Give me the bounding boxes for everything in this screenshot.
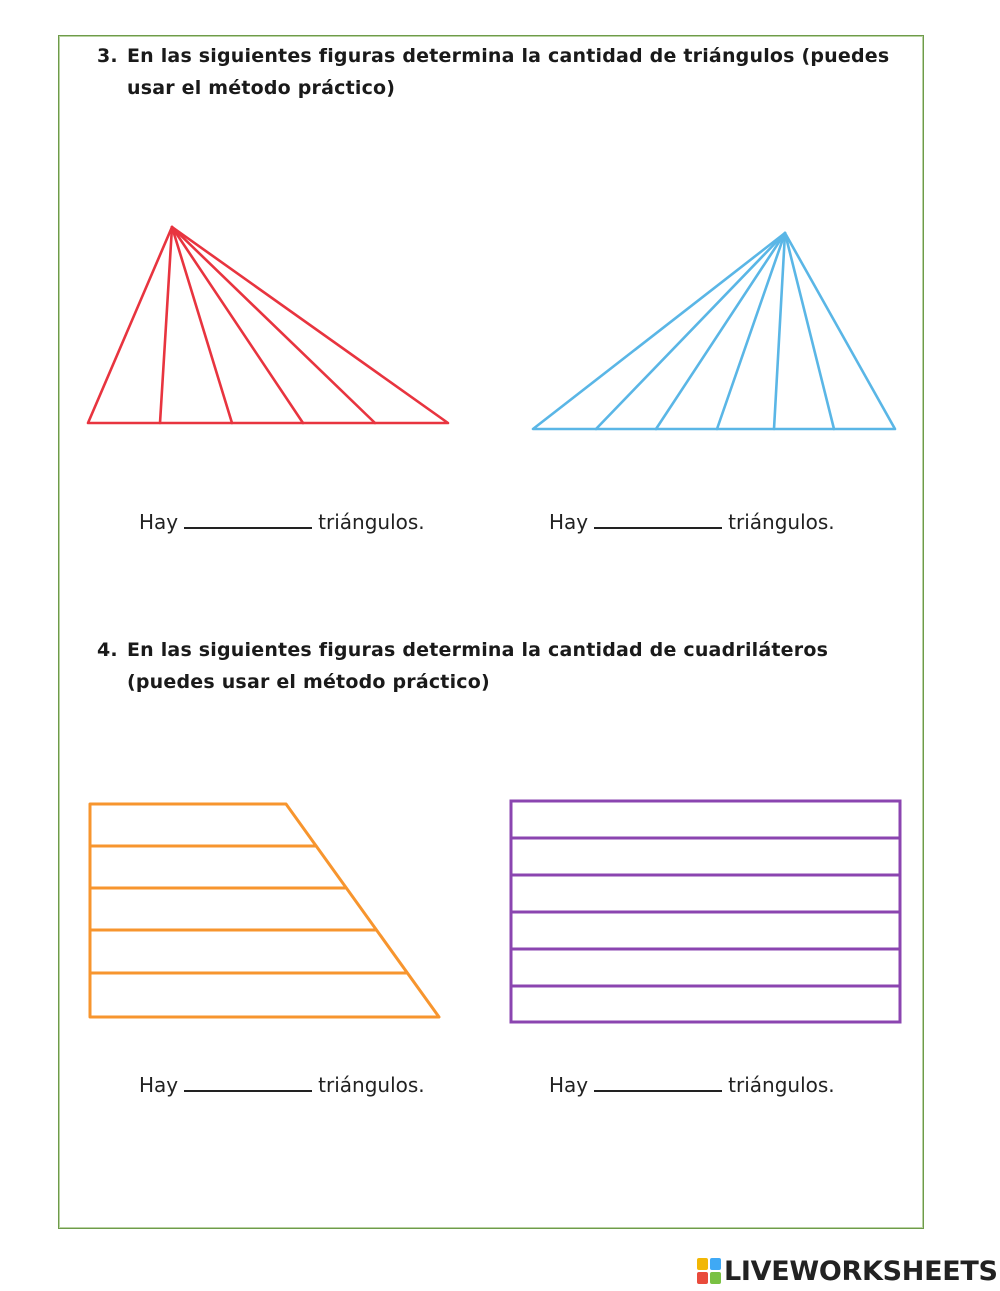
blue-triangle-figure [533,233,895,429]
logo-icon-square [710,1272,721,1284]
answer-prefix: Hay [549,510,589,534]
red-triangle-cevian [172,227,303,423]
answer-prefix: Hay [549,1073,589,1097]
logo-icon-square [710,1258,721,1270]
answer-suffix: triángulos. [728,1073,835,1097]
answer-line-3 [139,1072,425,1097]
orange-trapezoid-figure [90,804,439,1017]
logo-text: LIVEWORKSHEETS [724,1255,998,1287]
blue-triangle-cevian [785,233,834,429]
red-triangle-outline [88,227,448,423]
question-4-number: 4. [97,639,118,661]
orange-trapezoid-outline [90,804,439,1017]
question-4-text: En las siguientes figuras determina la cantidad de cuadriláteros (puedes usar el método práctico) [127,639,829,693]
blue-triangle-cevian [656,233,785,429]
answer-blank[interactable] [594,1072,722,1092]
liveworksheets-logo [697,1254,998,1288]
answer-blank[interactable] [184,509,312,529]
question-3-number: 3. [97,45,118,67]
purple-rectangle-figure [511,801,900,1022]
red-triangle-figure [88,227,448,423]
answer-line-1 [139,509,425,534]
answer-suffix: triángulos. [318,510,425,534]
answer-blank[interactable] [184,1072,312,1092]
blue-triangle-cevian [596,233,785,429]
logo-icon-square [697,1258,708,1270]
answer-line-2 [549,509,835,534]
answer-prefix: Hay [139,1073,179,1097]
answer-prefix: Hay [139,510,179,534]
logo-icon-square [697,1272,708,1284]
blue-triangle-outline [533,233,895,429]
answer-blank[interactable] [594,509,722,529]
answer-line-4 [549,1072,835,1097]
answer-suffix: triángulos. [318,1073,425,1097]
question-3-text: En las siguientes figuras determina la cantidad de triángulos (puedes usar el método práctico) [127,45,890,99]
answer-suffix: triángulos. [728,510,835,534]
red-triangle-cevian [160,227,172,423]
logo-icon [697,1258,721,1284]
